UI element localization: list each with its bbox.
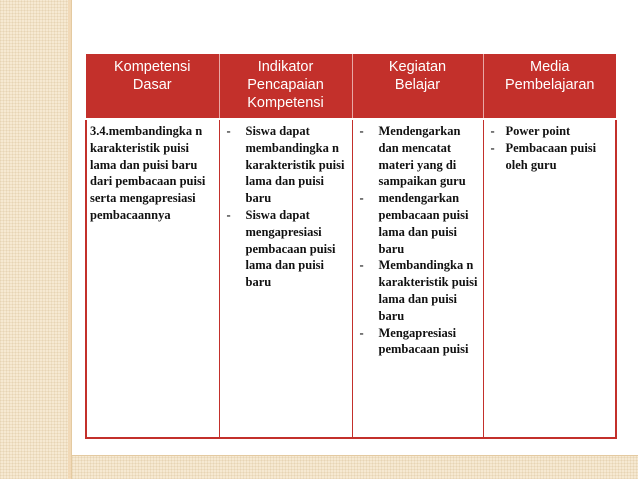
header-indikator-label: Indikator Pencapaian Kompetensi: [247, 59, 324, 111]
header-kegiatan-label: Kegiatan Belajar: [388, 59, 447, 93]
decorative-strip-line: [71, 0, 72, 479]
list-item: - Membandingka n karakteristik puisi lama dan puisi baru: [358, 257, 479, 324]
list-item: - Pembacaan puisi oleh guru: [489, 140, 612, 174]
header-media-label: Media Pembelajaran: [505, 59, 595, 93]
list-item: - Siswa dapat mengapresiasi pembacaan puisi lama dan puisi baru: [225, 207, 348, 291]
cell-kegiatan: [352, 119, 483, 438]
header-media-pembelajaran: [483, 54, 616, 119]
table-row: [86, 119, 616, 438]
header-kegiatan-belajar: [352, 54, 483, 119]
media-list: [489, 123, 612, 173]
header-indikator: [219, 54, 352, 119]
list-item: - Siswa dapat membandingka n karakteristik puisi lama dan puisi baru: [225, 123, 348, 207]
lesson-plan-table: [85, 54, 617, 439]
list-item: - Mengapresiasi pembacaan puisi: [358, 325, 479, 359]
list-item: - Power point: [489, 123, 612, 140]
decorative-bottom-band: [72, 456, 638, 479]
kompetensi-dasar-text: 3.4.membandingka n karakteristik puisi lama dan puisi baru dari pembacaan puisi serta mengapresiasi pembacaannya: [90, 124, 206, 222]
kegiatan-list: [358, 123, 479, 358]
decorative-left-strip: [0, 0, 68, 479]
cell-kompetensi-dasar: [86, 119, 219, 438]
header-kompetensi-dasar: [86, 54, 219, 119]
cell-indikator: [219, 119, 352, 438]
list-item: - mendengarkan pembacaan puisi lama dan puisi baru: [358, 190, 479, 257]
list-item: - Mendengarkan dan mencatat materi yang di sampaikan guru: [358, 123, 479, 190]
table-header-row: [86, 54, 616, 119]
indikator-list: [225, 123, 348, 291]
cell-media: [483, 119, 616, 438]
header-kompetensi-dasar-label: Kompetensi Dasar: [113, 59, 191, 93]
